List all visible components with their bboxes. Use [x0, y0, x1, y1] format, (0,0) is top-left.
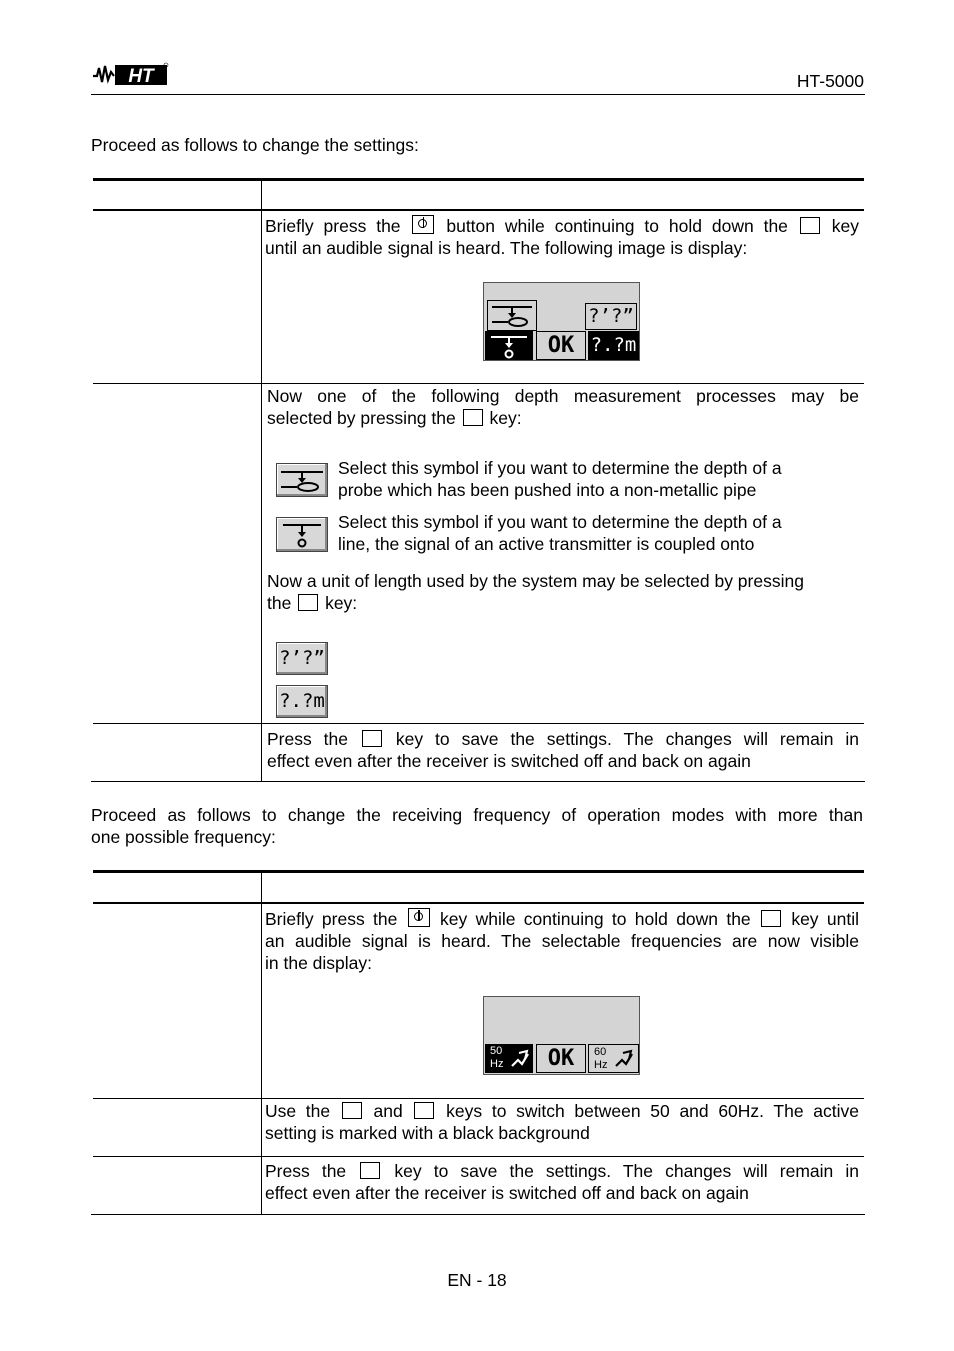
table-top-rule [93, 178, 864, 181]
table-bottom-rule [91, 1214, 865, 1215]
table-column-divider [261, 872, 262, 1214]
text: and [373, 1101, 403, 1121]
text: selected by pressing the [267, 408, 456, 428]
freq-60-option [588, 1044, 639, 1073]
key-icon [360, 1162, 380, 1179]
text: Briefly press the [265, 909, 398, 929]
freq-row1-b: an audible signal is heard. The selectable frequencies are now visible [265, 931, 859, 951]
text: key to save the settings. The changes will remain in [394, 1161, 859, 1181]
hz-label: Hz [594, 1059, 608, 1071]
header-rule [91, 94, 865, 95]
ok-indicator: OK [536, 1044, 586, 1073]
unit-ft-icon: ?’?” [276, 642, 328, 675]
text: key while continuing to hold down the [440, 909, 751, 929]
row3-text-a [267, 728, 859, 750]
line-desc-b: line, the signal of an active transmitter is coupled onto [338, 534, 755, 554]
unit-m-icon: ?.?m [276, 685, 328, 718]
row2-intro-b [267, 407, 522, 429]
hz-label: Hz [490, 1058, 504, 1070]
probe-depth-icon [488, 301, 536, 330]
table-header-rule [93, 902, 864, 904]
probe-selected-box [487, 300, 537, 331]
text: Press the [267, 729, 348, 749]
freq-50-option [485, 1044, 533, 1073]
model-name: HT-5000 [796, 71, 864, 91]
key-icon [298, 594, 318, 611]
ok-indicator: OK [536, 331, 586, 360]
unit-desc-b [267, 592, 357, 614]
text: keys to switch between 50 and 60Hz. The active [446, 1101, 859, 1121]
text: key [831, 216, 859, 236]
row-divider [93, 1156, 864, 1157]
freq-row3-a [265, 1160, 859, 1182]
freq-row3-b: effect even after the receiver is switched off and back on again [265, 1183, 749, 1203]
page-number: EN - 18 [447, 1270, 507, 1290]
power-key-icon [412, 215, 434, 234]
plug-icon [613, 1048, 635, 1070]
text: Briefly press the [265, 216, 401, 236]
freq-60-label: 60 [594, 1046, 607, 1058]
key-icon [800, 217, 820, 234]
table-row [265, 908, 859, 930]
line-desc-a: Select this symbol if you want to determine the depth of a [338, 512, 782, 532]
text: the [267, 593, 292, 613]
row1-text: until an audible signal is heard. The following image is display: [265, 238, 748, 258]
row3-text-b: effect even after the receiver is switched off and back on again [267, 751, 751, 771]
power-key-icon [408, 908, 430, 927]
key-icon [414, 1102, 434, 1119]
text: Use the [265, 1101, 331, 1121]
line-depth-icon [276, 517, 328, 552]
freq-row2-a [265, 1100, 859, 1122]
table-row [265, 215, 859, 237]
probe-depth-icon [276, 463, 328, 497]
text: key: [325, 593, 358, 613]
freq-row1-c: in the display: [265, 953, 373, 973]
plug-icon [509, 1048, 531, 1070]
unit-m-option: ?.?m [588, 331, 639, 360]
text: button while continuing to hold down the [446, 216, 788, 236]
section2-intro-b: one possible frequency: [91, 827, 276, 847]
ht-logo [93, 62, 169, 87]
key-icon [362, 730, 382, 747]
text: key to save the settings. The changes will remain in [395, 729, 859, 749]
key-icon [463, 409, 483, 426]
unit-ft-option: ?’?” [585, 303, 637, 330]
key-icon [342, 1102, 362, 1119]
table-top-rule [93, 870, 864, 873]
table-bottom-rule [91, 781, 865, 782]
key-icon [761, 910, 781, 927]
brand-text: HT [128, 66, 154, 87]
table-header-rule [93, 209, 864, 211]
line-depth-icon [485, 331, 533, 360]
freq-50-label: 50 [490, 1045, 503, 1057]
table-column-divider [261, 180, 262, 782]
unit-desc-a: Now a unit of length used by the system may be selected by pressing [267, 571, 804, 591]
section2-intro-a: Proceed as follows to change the receiving frequency of operation modes with more than [91, 805, 863, 825]
probe-desc-a: Select this symbol if you want to determine the depth of a [338, 458, 782, 478]
row-divider [93, 1098, 864, 1099]
row-divider [93, 383, 864, 384]
freq-row2-b: setting is marked with a black background [265, 1123, 590, 1143]
text: key until [791, 909, 859, 929]
text: key: [489, 408, 522, 428]
lcd-display-frequency [483, 996, 640, 1075]
section1-intro: Proceed as follows to change the settings: [91, 135, 419, 155]
lcd-display-settings [483, 282, 640, 361]
row2-intro: Now one of the following depth measurement processes may be [267, 386, 859, 406]
probe-desc-b: probe which has been pushed into a non-metallic pipe [338, 480, 757, 500]
text: Press the [265, 1161, 347, 1181]
row-divider [93, 723, 864, 724]
